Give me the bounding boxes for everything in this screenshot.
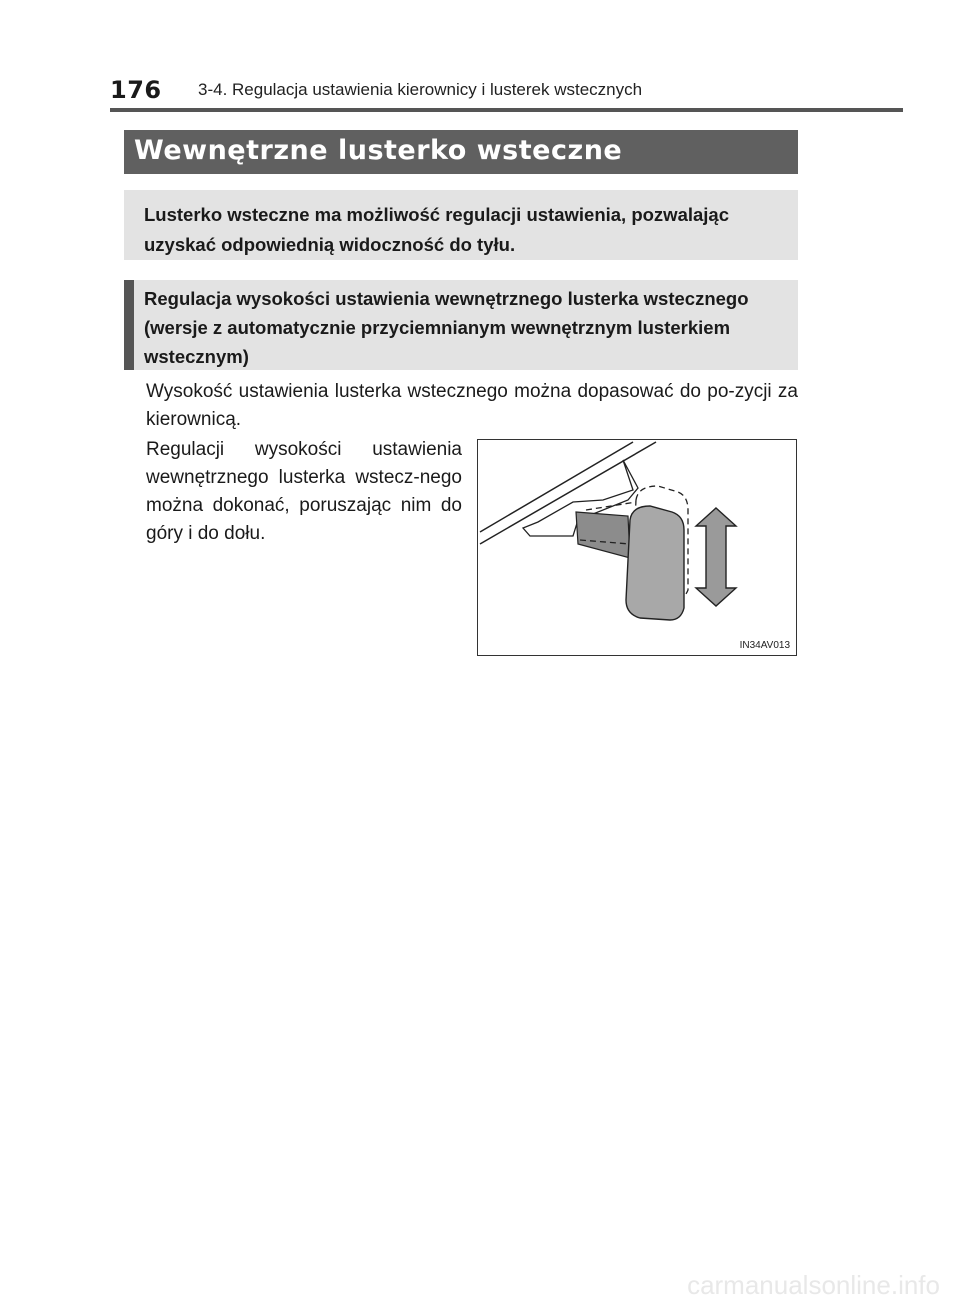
- watermark: carmanualsonline.info: [687, 1270, 940, 1300]
- figure-code: IN34AV013: [739, 640, 790, 651]
- header-divider: [110, 108, 903, 112]
- paragraph-height-adjust: Wysokość ustawienia lusterka wstecznego można dopasować do po-zycji za kierownicą.: [146, 381, 798, 430]
- section-title: Wewnętrzne lusterko wsteczne: [124, 130, 798, 174]
- page-number: 176: [110, 76, 162, 104]
- intro-box: Lusterko wsteczne ma możliwość regulacji ustawienia, pozwalając uzyskać odpowiednią widoczność do tyłu.: [124, 190, 798, 260]
- subheading-box: Regulacja wysokości ustawienia wewnętrznego lusterka wstecznego (wersje z automatycznie przyciemnianym wewnętrznym lusterkiem wstecznym): [124, 280, 798, 370]
- page-header: [0, 72, 960, 112]
- rearview-mirror-icon: [478, 440, 796, 655]
- mirror-illustration: [477, 439, 797, 656]
- paragraph-move-up-down: Regulacji wysokości ustawienia wewnętrznego lusterka wstecz-nego można dokonać, poruszając nim do góry i do dołu.: [146, 439, 462, 544]
- chapter-title: 3-4. Regulacja ustawienia kierownicy i lusterek wstecznych: [198, 80, 643, 99]
